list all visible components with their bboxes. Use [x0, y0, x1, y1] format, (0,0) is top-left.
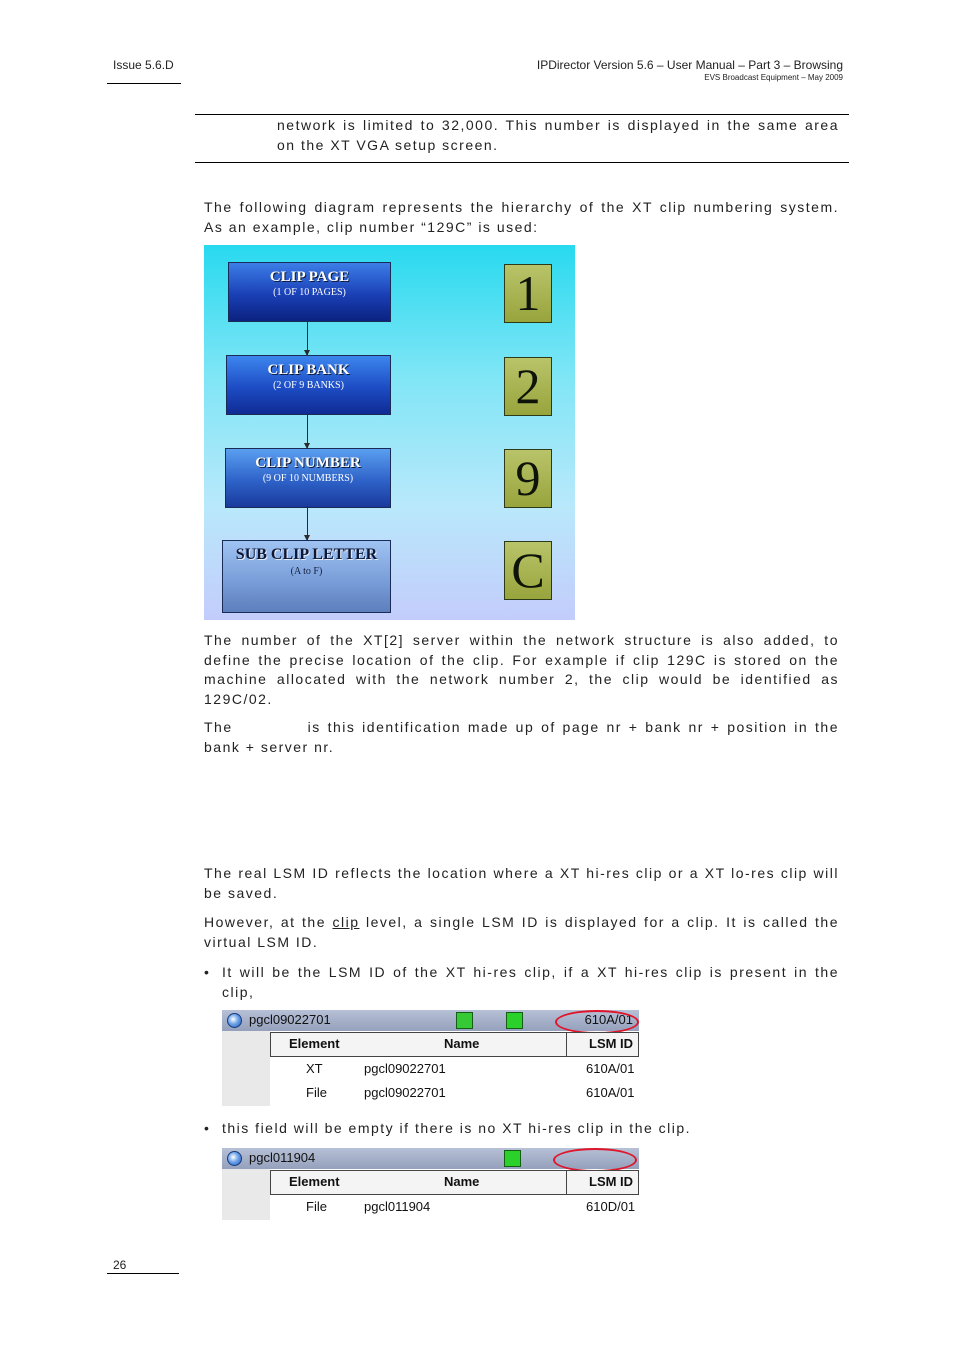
sub-clip-letter-box — [222, 540, 391, 613]
arrow-down-icon — [307, 413, 308, 448]
row-lsm-id: 610D/01 — [586, 1199, 636, 1214]
clip-page-sub: (1 OF 10 PAGES) — [273, 287, 346, 298]
intro-paragraph: The following diagram represents the hierarchy of the XT clip numbering system. As an example, clip number “129C” is used: — [204, 199, 839, 235]
grid-header — [270, 1170, 639, 1195]
header-rule-left — [107, 83, 181, 84]
page-value-tile: 1 — [504, 264, 552, 323]
column-divider — [566, 1033, 567, 1056]
file-clip-icon — [506, 1012, 523, 1029]
clip-expand-icon[interactable] — [227, 1151, 242, 1166]
column-lsm-id[interactable]: LSM ID — [589, 1174, 634, 1189]
arrow-down-icon — [307, 320, 308, 355]
clip-name: pgcl011904 — [249, 1150, 316, 1165]
document-header — [537, 58, 843, 82]
table-row[interactable] — [222, 1081, 639, 1105]
row-name: pgcl011904 — [364, 1199, 431, 1214]
clip-name: pgcl09022701 — [249, 1012, 331, 1027]
row-lsm-id: 610A/01 — [586, 1061, 635, 1076]
row-name: pgcl09022701 — [364, 1061, 446, 1076]
column-element[interactable]: Element — [289, 1036, 340, 1051]
highlight-ring — [553, 1148, 637, 1172]
network-paragraph: The number of the XT[2] server within the network structure is also added, to define the precise location of the clip. For example if clip 129C is stored on the machine allocated with the network number 2, the clip would be identified as 129C/02. — [204, 632, 839, 707]
xt-clip-icon — [456, 1012, 473, 1029]
real-lsm-paragraph: The real LSM ID reflects the location where a XT hi-res clip or a XT lo-res clip will be saved. — [204, 865, 839, 901]
document-subtitle: EVS Broadcast Equipment – May 2009 — [704, 73, 843, 82]
clip-link[interactable]: clip — [332, 914, 360, 930]
sub-clip-letter-sub: (A to F) — [290, 566, 323, 577]
bullet-item — [204, 1119, 839, 1139]
note-text: network is limited to 32,000. This number is displayed in the same area on the XT VGA setup screen. — [277, 117, 839, 153]
arrow-down-icon — [307, 506, 308, 540]
clip-number-box — [225, 448, 391, 508]
highlight-ring — [555, 1010, 639, 1034]
page-number: 26 — [113, 1258, 127, 1272]
issue-label: Issue 5.6.D — [113, 58, 174, 72]
footer-rule — [107, 1273, 179, 1274]
note-rule-top — [195, 114, 849, 115]
bullet-text: this field will be empty if there is no XT hi-res clip in the clip. — [222, 1120, 692, 1136]
column-element[interactable]: Element — [289, 1174, 340, 1189]
sub-clip-letter-title: SUB CLIP LETTER — [235, 546, 378, 563]
clip-expand-icon[interactable] — [227, 1013, 242, 1028]
row-lsm-id: 610A/01 — [586, 1085, 635, 1100]
virtual-lsm-paragraph — [204, 913, 839, 952]
virtual-lsm-text-b: level, a single LSM ID is displayed for a clip. It is called the virtual LSM ID. — [204, 914, 839, 950]
clip-grid-with-xt — [222, 1010, 639, 1106]
grid-header — [270, 1032, 639, 1057]
grid-titlebar — [222, 1010, 639, 1031]
letter-value-tile: C — [504, 541, 552, 600]
column-name[interactable]: Name — [444, 1174, 480, 1189]
bullet-item — [204, 963, 839, 1002]
row-element: File — [306, 1199, 327, 1214]
note-rule-bottom — [195, 162, 849, 163]
grid-titlebar — [222, 1148, 639, 1169]
clip-bank-box — [226, 355, 391, 415]
virtual-lsm-text-a: However, at the — [204, 914, 333, 930]
row-name: pgcl09022701 — [364, 1085, 446, 1100]
table-row[interactable] — [222, 1057, 639, 1081]
bullet-icon: • — [204, 964, 211, 980]
clip-number-sub: (9 OF 10 NUMBERS) — [262, 473, 354, 484]
clip-hierarchy-diagram — [204, 245, 575, 620]
file-clip-icon — [504, 1150, 521, 1167]
document-title: IPDirector Version 5.6 – User Manual – Part 3 – Browsing — [536, 58, 843, 72]
clip-grid-file-only — [222, 1148, 639, 1220]
table-row[interactable] — [222, 1195, 639, 1219]
clip-bank-title: CLIP BANK — [267, 362, 350, 378]
clip-number-title: CLIP NUMBER — [255, 455, 361, 471]
clip-page-title: CLIP PAGE — [269, 269, 350, 285]
clip-bank-sub: (2 OF 9 BANKS) — [273, 380, 344, 391]
bank-value-tile: 2 — [504, 357, 552, 416]
bullet-icon: • — [204, 1120, 211, 1136]
row-element: File — [306, 1085, 327, 1100]
identification-paragraph: The is this identification made up of page nr + bank nr + position in the bank + server nr. — [204, 719, 845, 755]
column-divider — [566, 1171, 567, 1194]
column-lsm-id[interactable]: LSM ID — [589, 1036, 634, 1051]
bullet-text: It will be the LSM ID of the XT hi-res clip, if a XT hi-res clip is present in the clip, — [222, 964, 839, 1000]
row-element: XT — [306, 1061, 323, 1076]
number-value-tile: 9 — [504, 449, 552, 508]
virtual-lsm-id: 610A/01 — [584, 1012, 633, 1027]
clip-page-box — [228, 262, 391, 322]
column-name[interactable]: Name — [444, 1036, 480, 1051]
